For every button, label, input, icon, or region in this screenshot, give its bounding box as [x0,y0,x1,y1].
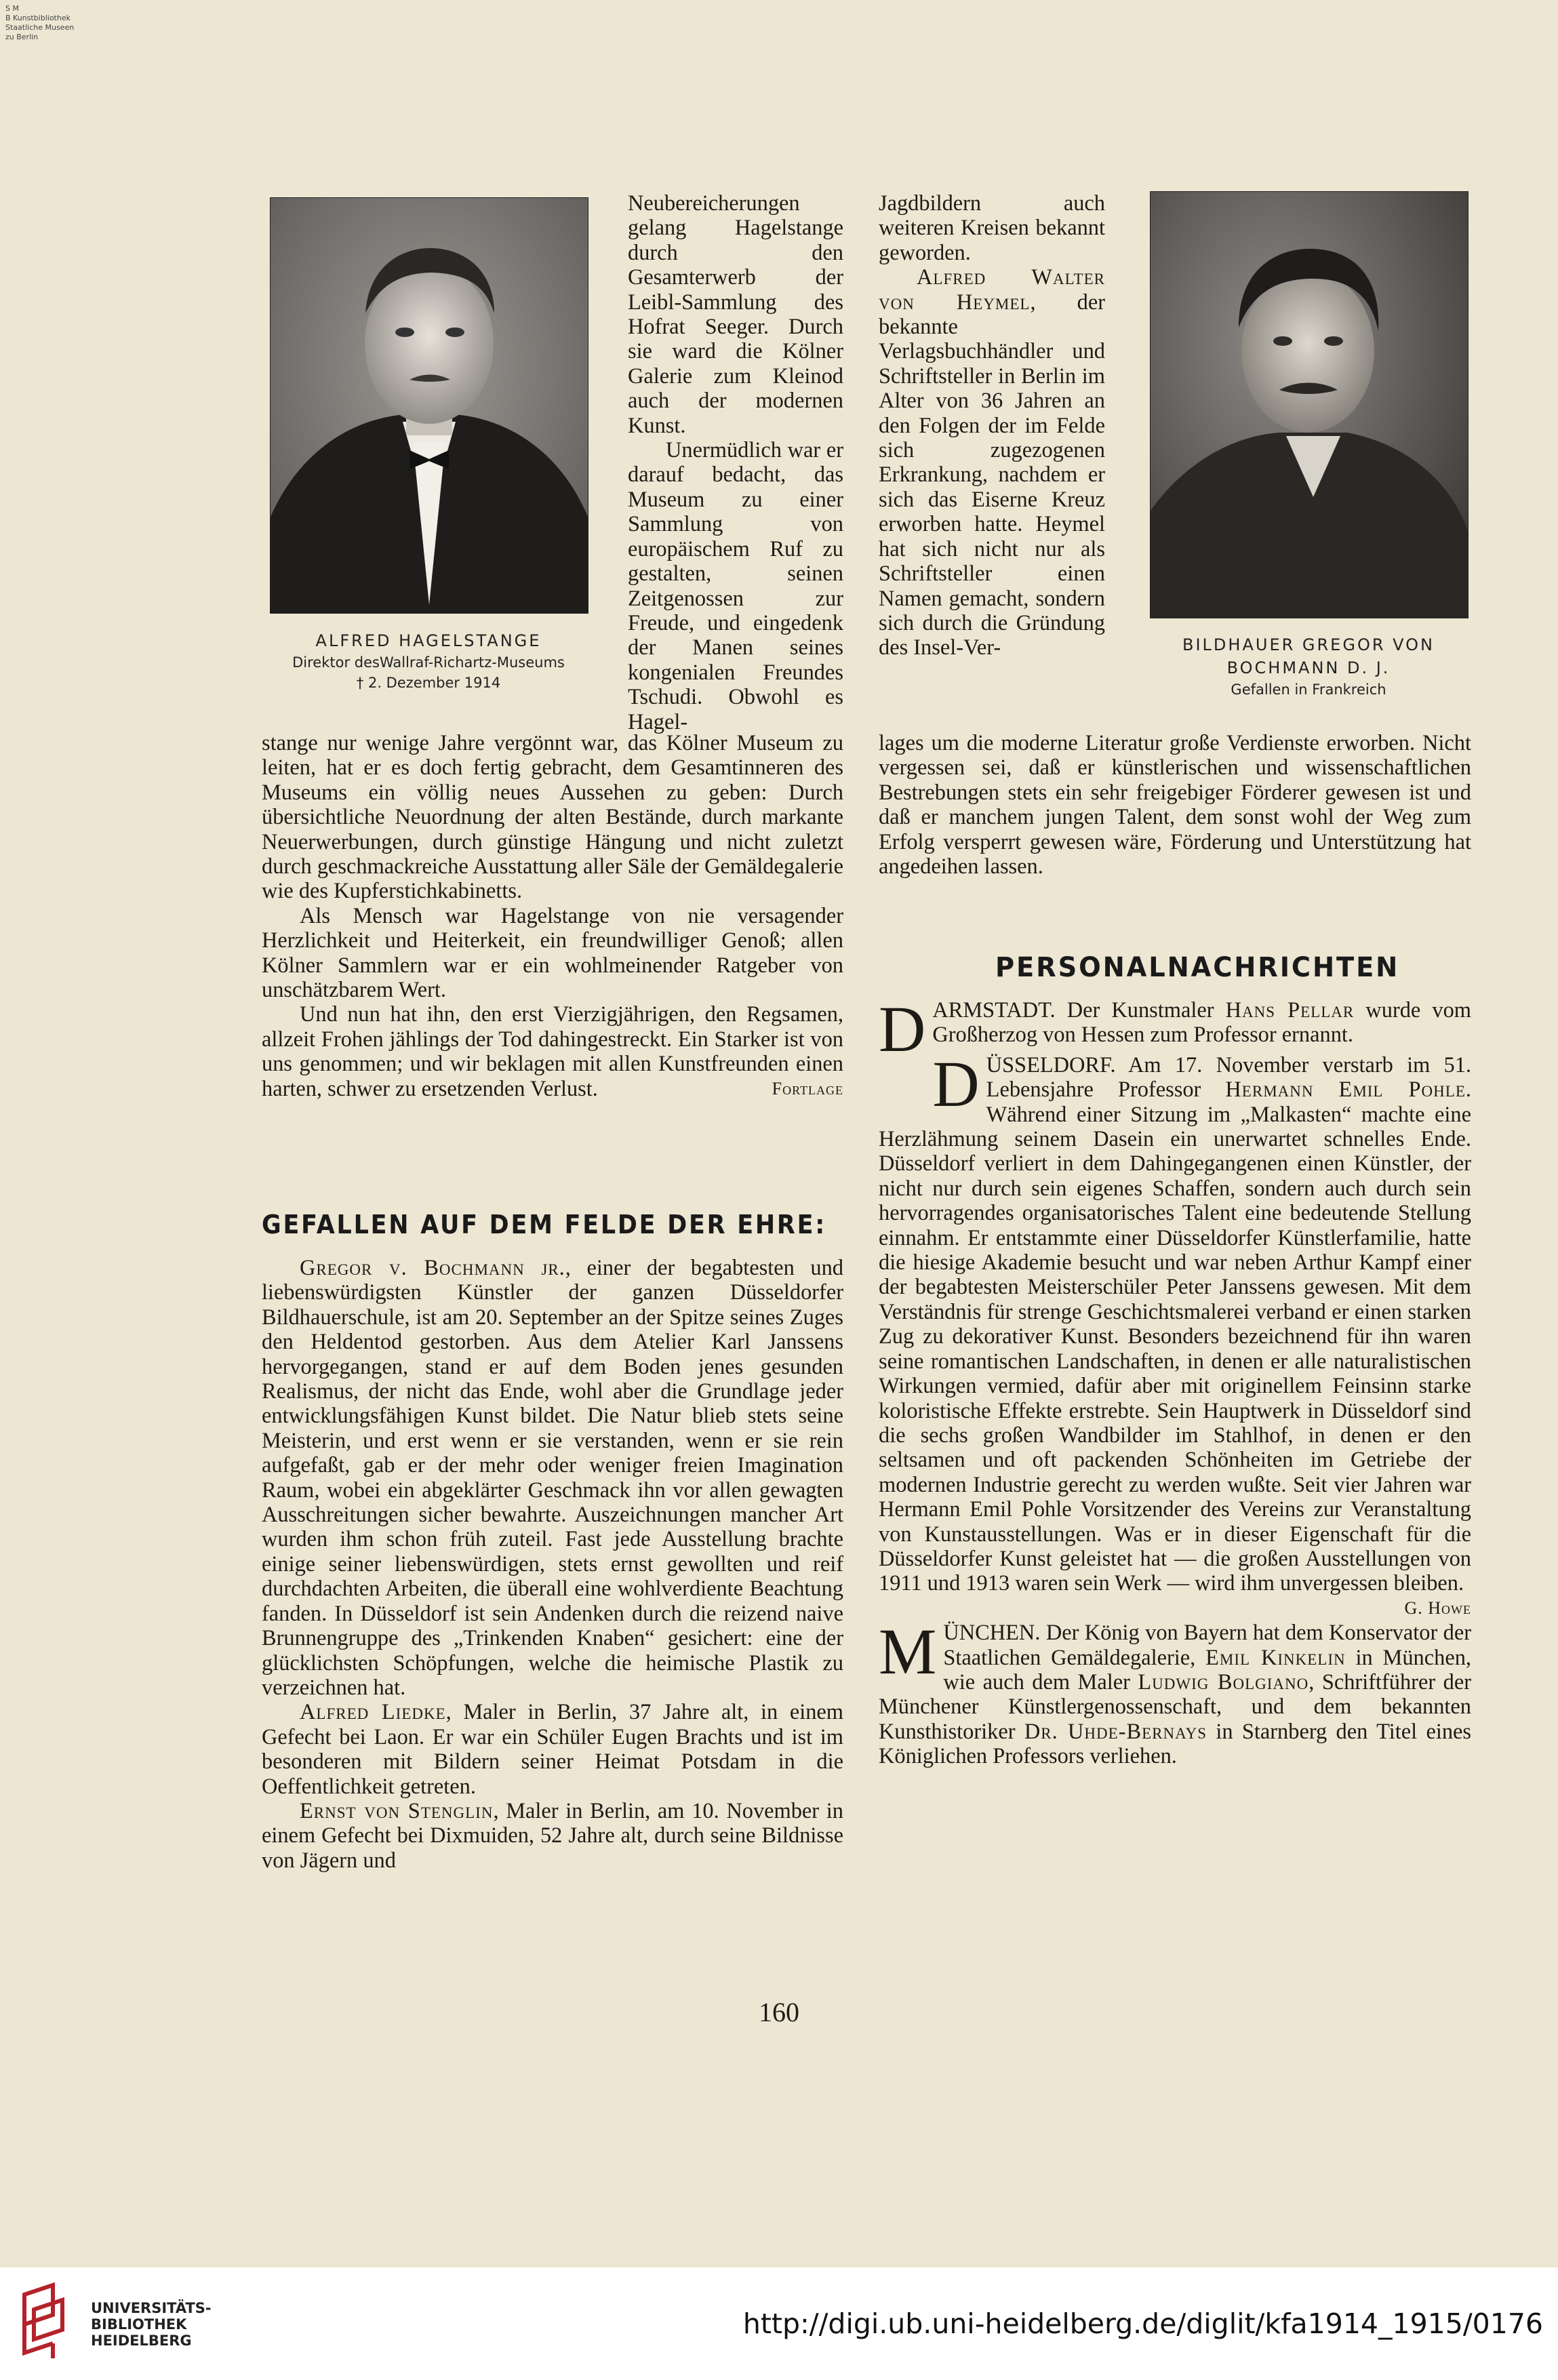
caption-subtitle: Direktor desWallraf-Richartz-Museums [292,654,565,671]
person-name: Dr. Uhde-Bernays [1024,1719,1207,1744]
paragraph-text: Der König von Bayern hat dem Konservator der Staatlichen Gemäldegalerie, [943,1621,1471,1670]
paragraph [262,1002,843,1101]
paragraph-text: , Schriftführer der Münchener Künstlergenossenschaft, und dem bekannten Kunsthistoriker [879,1669,1471,1744]
city-name: ÜNCHEN. [943,1621,1041,1646]
caption-name-line-1: BILDHAUER GREGOR VON [1182,635,1435,654]
section-heading-fallen: GEFALLEN AUF DEM FELDE DER EHRE: [262,1210,827,1239]
paragraph: lages um die moderne Literatur große Verdienste erworben. Nicht vergessen sei, daß er künstlerischen und wissenschaftlichen Bestrebungen stets ein sehr freigebiger Förderer gewesen ist und daß er manchem jungen Talent, dem sonst wohl der Weg zum Erfolg versperrt gewesen wäre, Förderung und Unterstützung hat angedeihen lassen. [879,731,1471,879]
paragraph-text: , einer der begabtesten und liebenswürdigsten Künstler der ganzen Düsseldorfer Bildhauerschule, ist am 20. September an der Spitze seines Zuges den Heldentod gestorben. Aus dem Atelier Karl Janssens hervorgegangen, stand er auf dem Boden jenes gesunden Realismus, der nicht das Ende, wohl aber die Grundlage jeder entwicklungsfähigen Kunst bildet. Die Natur blieb stets seine Meisterin, und erst wenn er sie verstanden, wenn er sie rein aufgefaßt, gab er der mehr oder weniger freien Imagination Raum, wobei ein abgeklärter Geschmack ihn vor allen gewagten Ausschreitungen sicher bewahrte. Auszeichnungen mancher Art wurden ihm schon früh zuteil. Fast jede Ausstellung brachte einige seiner liebenswürdigen, stets ernst gewollten und reif durchdachten Arbeiten, die überall eine wohlverdiente Beachtung fanden. In Düsseldorf ist sein Andenken durch die reizend naive Brunnengruppe des „Trinkenden Knaben“ gesichert: eine der glücklichsten Schöpfungen, welche die heimische Plastik zu verzeichnen hat. [262,1256,843,1700]
caption-name: ALFRED HAGELSTANGE [315,631,542,650]
paragraph: Als Mensch war Hagelstange von nie versagender Herzlichkeit und Heiterkeit, ein freundwilliger Genoß; allen Kölner Sammlern war er ein wohlmeinender Ratgeber von unschätzbarem Wert. [262,903,843,1003]
library-logo-icon [15,2282,75,2364]
paragraph-text: , der bekannte Verlagsbuchhändler und Schriftsteller in Berlin im Alter von 36 Jahren an den Folgen der im Felde sich zugezogenen Erkrankung, nachdem er sich das Eiserne Kreuz erworben hatte. Heymel hat sich nicht nur als Schriftsteller einen Namen gemacht, sondern sich durch die Gründung des Insel-Ver- [879,290,1105,660]
paragraph-text: Und nun hat ihn, den erst Vierzigjährigen, den Regsamen, allzeit Frohen jählings der Tod dahingestreckt. Ein Starker ist von uns genommen; und wir beklagen mit allen Kunstfreunden einen harten, schwer zu ersetzenden Verlust. [262,1002,843,1101]
library-name [91,2300,212,2349]
paragraph-text: . Während einer Sitzung im „Malkasten“ machte eine Herzlähmung seinem Dasein ein unerwartet schnelles Ende. Düsseldorf verliert in dem Dahingegangenen einen Künstler, der nicht nur durch sein eigenes Schaffen, sondern auch durch sein hervorragendes organisatorisches Talent eine bedeutende Stellung einnahm. Er entstammte einer Düsseldorfer Künstlerfamilie, hatte die hiesige Akademie besucht und war neben Arthur Kampf einer der begabtesten Meisterschüler Peter Janssens gewesen. Mit dem Verständnis für strenge Geschichtsmalerei verband er einen starken Zug zu dekorativer Kunst. Besonders bezeichnend für ihn waren seine romantischen Landschaften, in denen er alle naturalistischen Wirkungen vermied, dafür aber mit originellem Feinsinn starke koloristische Effekte erstrebte. Sein Hauptwerk in Düsseldorf sind die sechs großen Wandbilder im Stahlhof, in denen er den seltsamen und oft packenden Schönheiten im Getriebe der modernen Industrie gerecht zu werden wußte. Seit vier Jahren war Hermann Emil Pohle Vorsitzender des Vereins zur Veranstaltung von Kunstausstellungen. Was er in dieser Eigenschaft für die Düsseldorfer Kunst geleistet hat — die großen Ausstellungen von 1911 und 1913 waren sein Werk — wird ihm unvergessen bleiben. [879,1077,1471,1596]
news-duesseldorf [879,1047,1471,1618]
portrait-photo-hagelstange [270,197,588,614]
section-heading-personal-news: PERSONALNACHRICHTEN [995,952,1400,983]
author-signature: Fortlage [772,1078,843,1098]
library-name-line: HEIDELBERG [91,2333,192,2349]
person-name: Emil Kinkelin [1205,1645,1346,1670]
page-number: 160 [759,1997,799,2027]
person-name: Gregor v. Bochmann jr. [300,1256,565,1280]
caption-name-line-2: BOCHMANN D. J. [1226,658,1391,677]
paragraph: Unermüdlich war er darauf bedacht, das Museum zu einer Sammlung von europäischem Ruf zu gestalten, seinen Zeitgenossen zur Freude, und eingedenk der Manen seines kongenialen Freundes Tschudi. Obwohl es Hagel- [628,438,843,734]
paragraph-text: Der Kunstmaler [1055,998,1226,1023]
paragraph-text: , Maler in Berlin, am 10. November in einem Gefecht bei Dixmuiden, 52 Jahre alt, durch seine Bildnisse von Jägern und [262,1798,843,1873]
paragraph [879,265,1105,660]
paragraph [262,1256,843,1700]
portrait-photo-bochmann [1150,191,1469,618]
city-name: ÜSSELDORF. [986,1052,1116,1077]
paragraph-text: Am 17. November verstarb im 51. Lebensjahre Professor [986,1052,1471,1103]
caption-bochmann [1132,633,1485,700]
paragraph [262,1799,843,1873]
caption-subtitle: Gefallen in Frankreich [1231,681,1386,698]
city-name: ARMSTADT. [932,998,1056,1023]
stamp-line: S M [5,4,19,13]
drop-initial: D [932,1047,980,1120]
footer-bar [0,2267,1558,2380]
caption-hagelstange [252,629,605,693]
stamp-line: B Kunstbibliothek [5,14,71,22]
stamp-line: zu Berlin [5,33,39,41]
person-name: Hans Pellar [1225,998,1355,1023]
left-column-text [262,731,843,1101]
paragraph [262,1700,843,1799]
right-column-top-text [879,731,1471,879]
person-name: Alfred Liedke [300,1700,446,1725]
drop-initial: M [879,1615,937,1688]
paragraph: Neubereicherungen gelang Hagelstange durch den Gesamterwerb der Leibl-Sammlung des Hofrat Seeger. Durch sie ward die Kölner Galerie zum Kleinod auch der modernen Kunst. [628,191,843,438]
library-stamp [5,4,74,42]
library-name-line: UNIVERSITÄTS- [91,2300,212,2316]
narrow-column-left [628,191,843,734]
stamp-line: Staatliche Museen [5,23,75,32]
right-column-news [879,993,1472,1769]
paragraph-text: in Starnberg den Titel eines Königlichen Professors verliehen. [879,1719,1471,1769]
paragraph-text: wurde vom Großherzog von Hessen zum Professor ernannt. [932,998,1472,1048]
fallen-column-text [262,1256,843,1873]
library-name-line: BIBLIOTHEK [91,2316,187,2333]
person-name: Ludwig Bolgiano [1138,1669,1309,1694]
caption-date: † 2. Dezember 1914 [356,675,501,691]
paragraph: Jagdbildern auch weiteren Kreisen bekannt geworden. [879,191,1105,265]
paragraph-text: , Maler in Berlin, 37 Jahre alt, in einem Gefecht bei Laon. Er war ein Schüler Eugen Brachts und ist im besonderen mit Bildern seiner Heimat Potsdam in die Oeffentlichkeit getreten. [262,1700,843,1799]
person-name: Alfred Walter von Heymel [879,265,1105,315]
paragraph-text: in München, wie auch dem Maler [943,1645,1471,1694]
paragraph: stange nur wenige Jahre vergönnt war, das Kölner Museum zu leiten, hat er es doch fertig gebracht, dem Gesamtinneren des Museums ein völlig neues Aussehen zu geben: Durch übersichtliche Neuordnung der alten Bestände, durch markante Neuerwerbungen, durch günstige Hängung und nicht zuletzt durch geschmackreiche Ausstattung aller Säle der Gemäldegalerie wie des Kupferstichkabinetts. [262,731,843,904]
author-signature: G. Howe [1404,1598,1471,1618]
narrow-column-right [879,191,1105,660]
person-name: Hermann Emil Pohle [1225,1077,1466,1103]
person-name: Ernst von Stenglin [300,1798,494,1823]
news-muenchen [879,1615,1471,1769]
drop-initial: D [879,993,926,1065]
source-url-link[interactable]: http://digi.ub.uni-heidelberg.de/diglit/kfa1914_1915/0176 [742,2307,1543,2340]
